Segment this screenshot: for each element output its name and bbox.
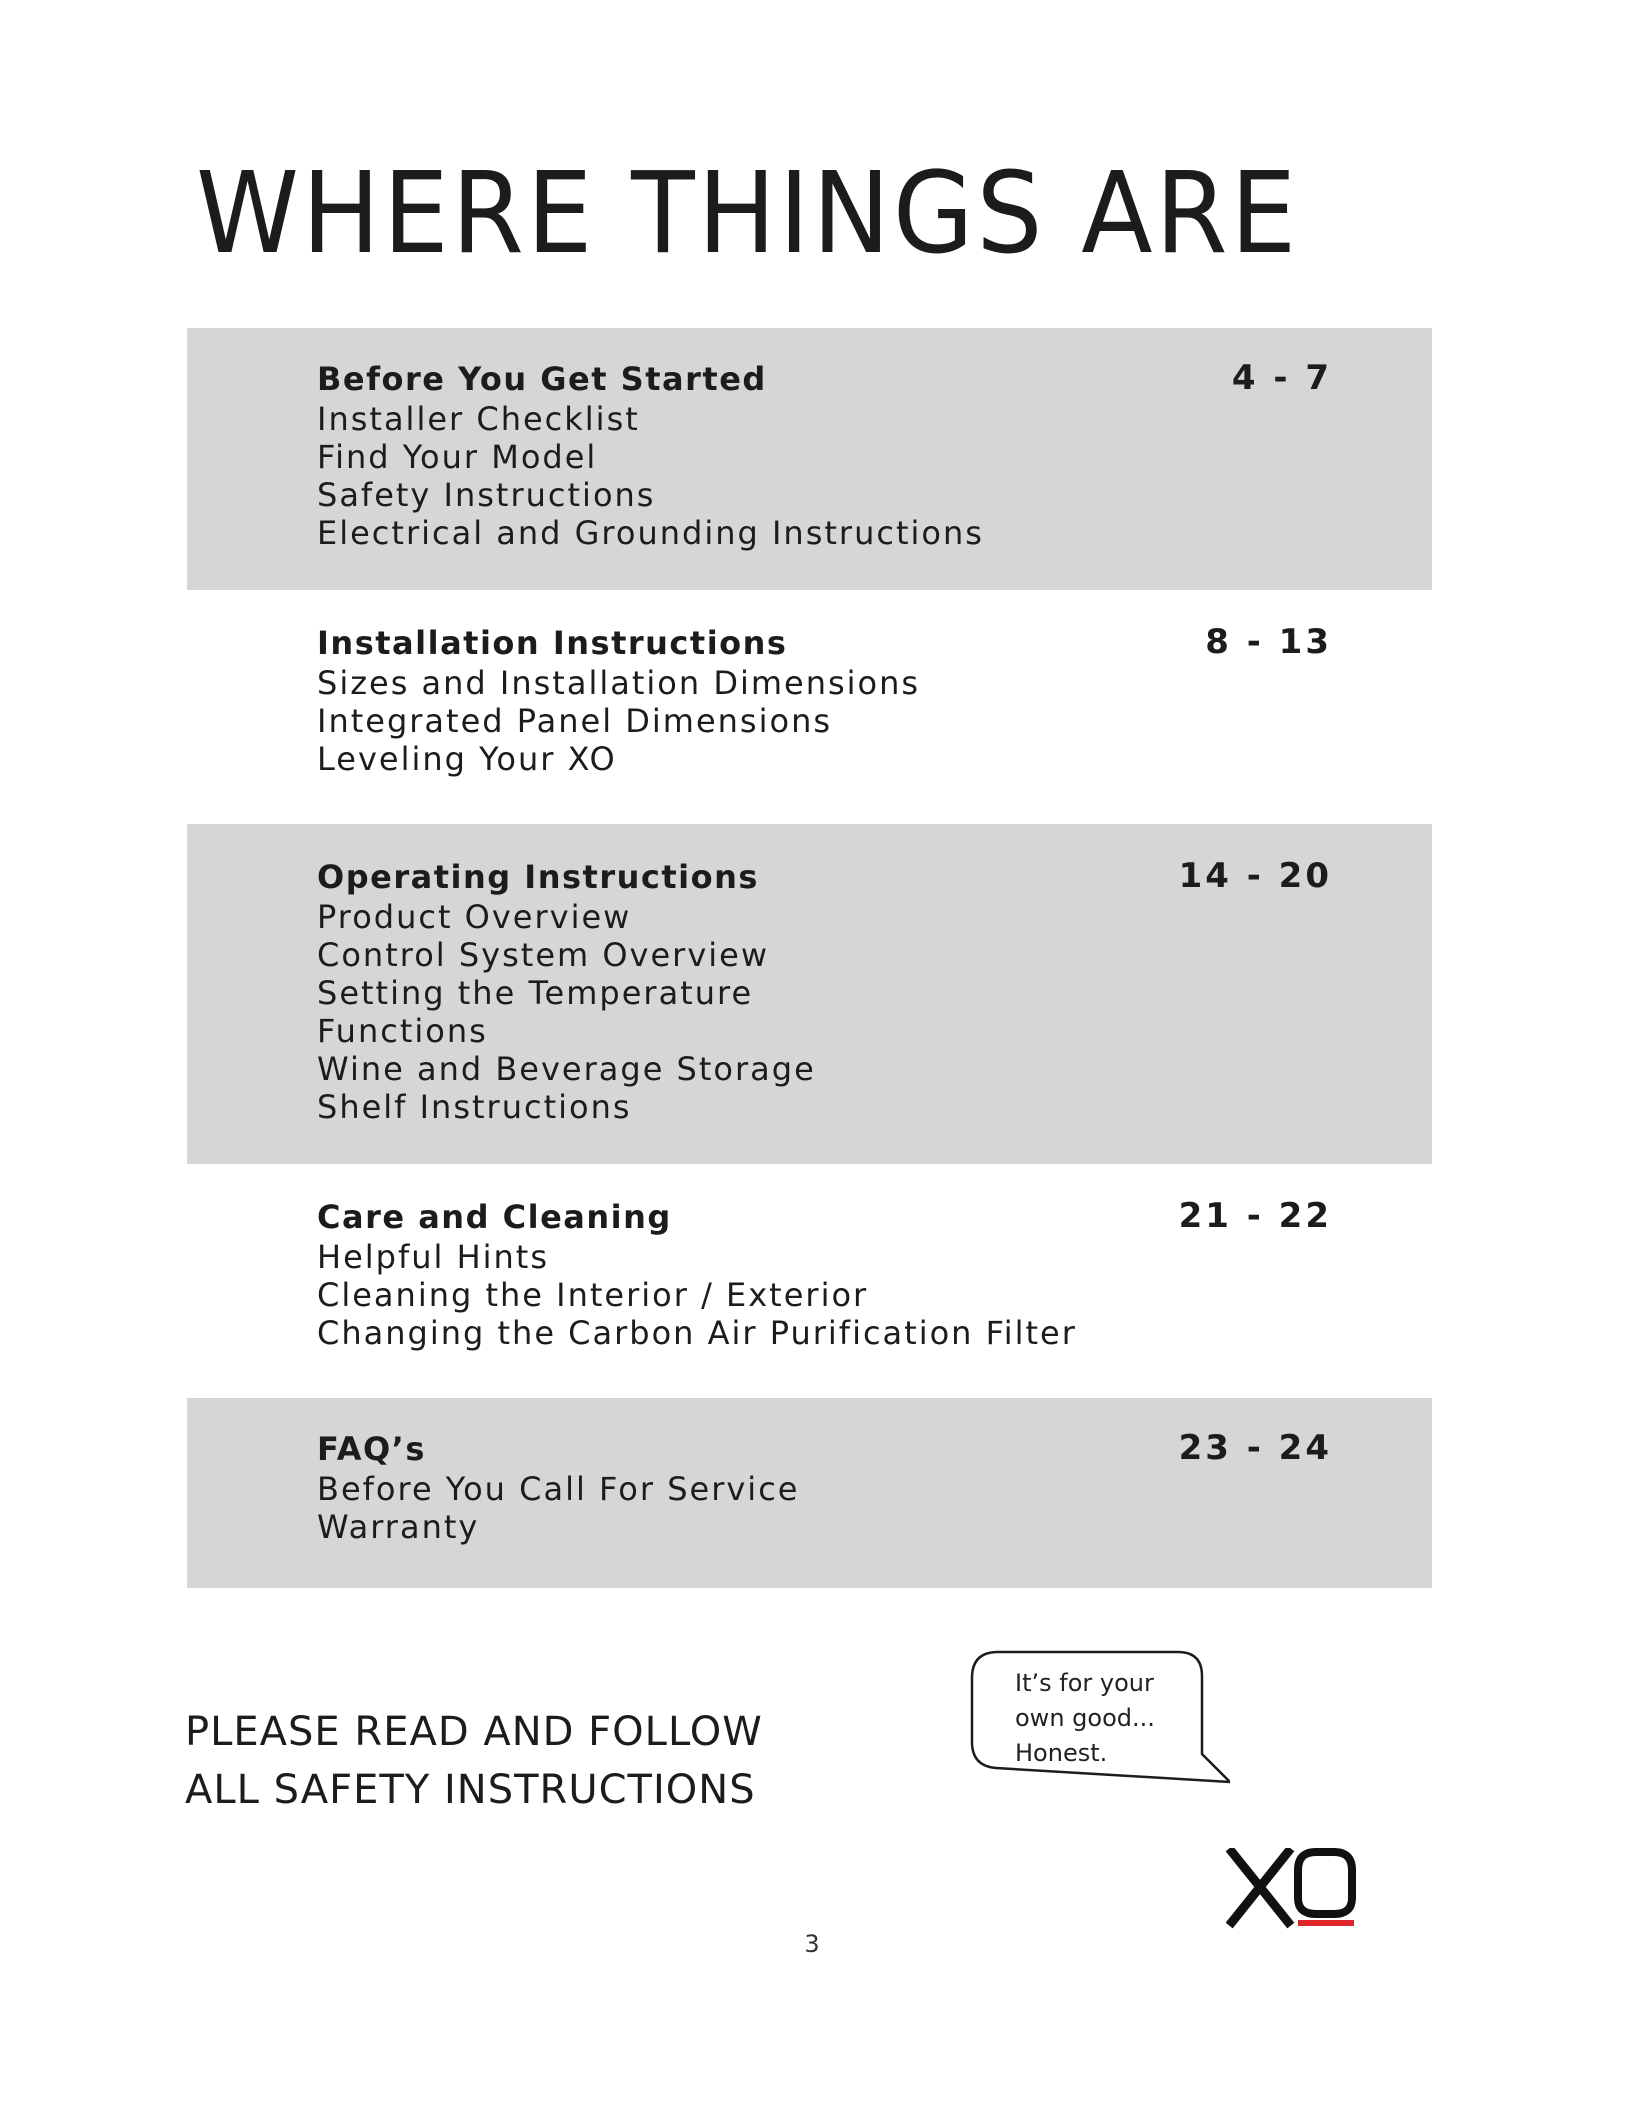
xo-logo-mark	[1226, 1848, 1358, 1932]
toc-section-installation-instructions	[187, 590, 1432, 824]
safety-notice-line: PLEASE READ AND FOLLOW	[185, 1709, 763, 1755]
section-heading: Installation Instructions	[317, 624, 788, 662]
section-item: Installer Checklist	[317, 400, 640, 438]
section-item: Control System Overview	[317, 936, 769, 974]
section-page-range: 21 - 22	[1178, 1196, 1332, 1236]
safety-notice-line: ALL SAFETY INSTRUCTIONS	[185, 1767, 756, 1813]
page-title: WHERE THINGS ARE	[196, 149, 1300, 279]
toc-section-before-you-get-started	[187, 328, 1432, 590]
section-heading: Operating Instructions	[317, 858, 759, 896]
section-heading: Before You Get Started	[317, 360, 767, 398]
xo-logo	[1226, 1848, 1358, 1932]
section-item: Wine and Beverage Storage	[317, 1050, 816, 1088]
section-item: Before You Call For Service	[317, 1470, 800, 1508]
section-item: Changing the Carbon Air Purification Filter	[317, 1314, 1077, 1352]
section-page-range: 8 - 13	[1205, 622, 1332, 662]
speech-bubble-line: Honest.	[1015, 1739, 1108, 1767]
toc-section-care-and-cleaning	[187, 1164, 1432, 1398]
section-item: Electrical and Grounding Instructions	[317, 514, 984, 552]
section-item: Helpful Hints	[317, 1238, 550, 1276]
section-item: Find Your Model	[317, 438, 598, 476]
section-item: Shelf Instructions	[317, 1088, 632, 1126]
safety-notice	[185, 1703, 763, 1819]
section-page-range: 4 - 7	[1231, 358, 1332, 398]
speech-bubble-line: It’s for your	[1015, 1669, 1154, 1697]
toc-section-faqs	[187, 1398, 1432, 1588]
section-item: Functions	[317, 1012, 488, 1050]
table-of-contents	[187, 328, 1432, 1588]
speech-bubble-line: own good...	[1015, 1704, 1155, 1732]
speech-bubble	[970, 1650, 1230, 1790]
page-number: 3	[804, 1930, 820, 1958]
section-item: Warranty	[317, 1508, 480, 1546]
section-item: Setting the Temperature	[317, 974, 754, 1012]
toc-section-operating-instructions	[187, 824, 1432, 1164]
section-item: Leveling Your XO	[317, 740, 617, 778]
section-item: Product Overview	[317, 898, 632, 936]
section-heading: Care and Cleaning	[317, 1198, 672, 1236]
xo-logo-underline	[1298, 1920, 1354, 1926]
section-item: Cleaning the Interior / Exterior	[317, 1276, 869, 1314]
section-item: Sizes and Installation Dimensions	[317, 664, 921, 702]
section-item: Integrated Panel Dimensions	[317, 702, 833, 740]
section-page-range: 23 - 24	[1178, 1428, 1332, 1468]
section-page-range: 14 - 20	[1178, 856, 1332, 896]
section-item: Safety Instructions	[317, 476, 656, 514]
section-heading: FAQ’s	[317, 1430, 426, 1468]
